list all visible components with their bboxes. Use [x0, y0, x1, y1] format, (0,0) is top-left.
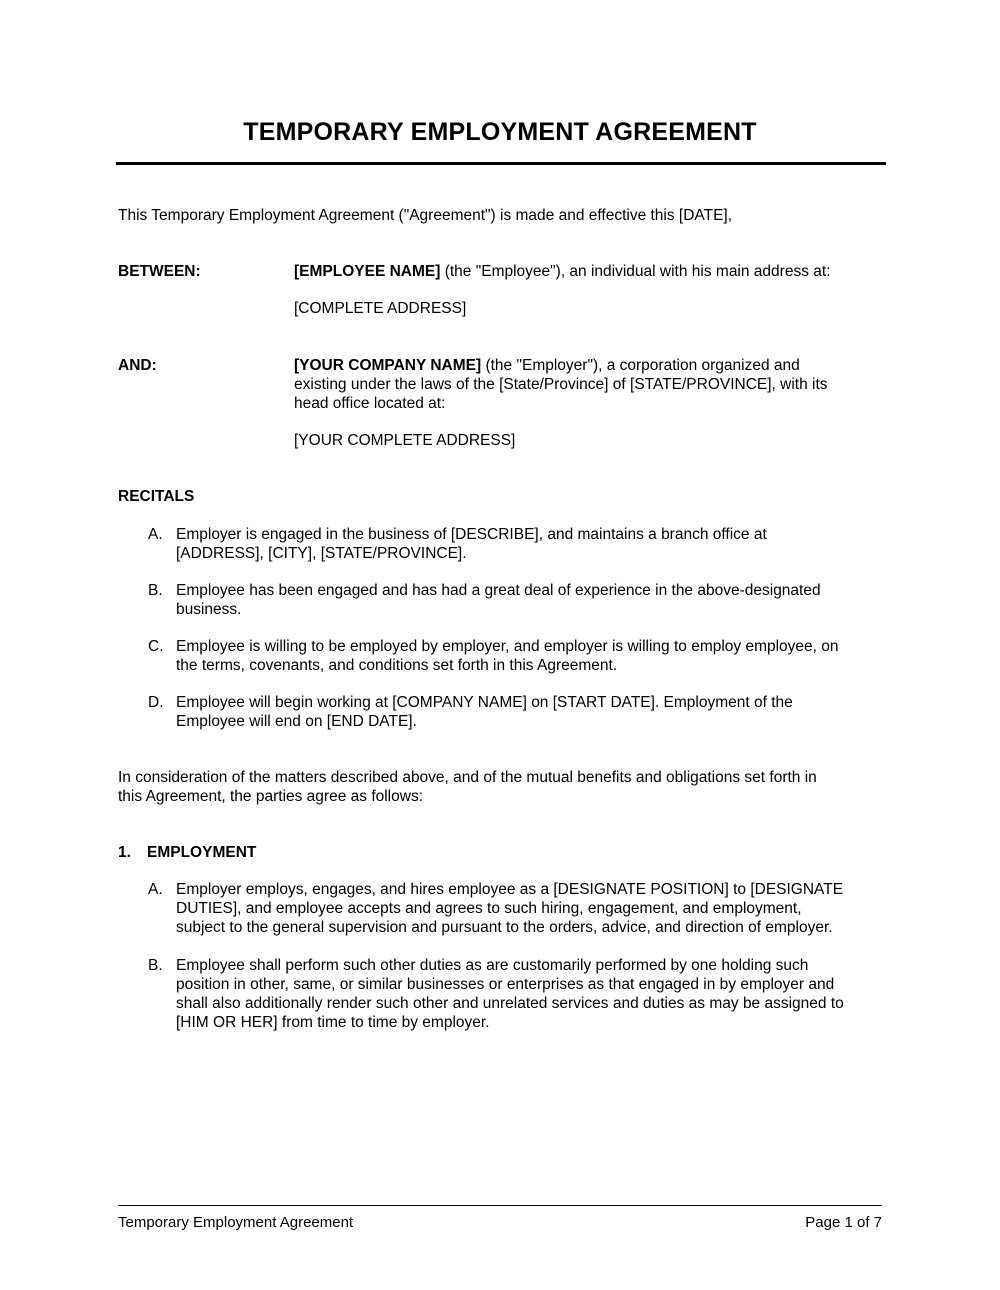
section-1-b-line1: Employee shall perform such other duties as are customarily performed by one holding such [176, 957, 809, 974]
employee-address: [COMPLETE ADDRESS] [294, 300, 467, 317]
section-1-b-letter: B. [148, 957, 163, 974]
section-1-b-line3: shall also additionally render such other and unrelated services and duties as may be assigned to [176, 995, 844, 1012]
title-divider [116, 162, 886, 165]
intro-paragraph: This Temporary Employment Agreement ("Agreement") is made and effective this [DATE], [118, 207, 733, 224]
section-1-b-line2: position in other, same, or similar businesses or enterprises as that engaged in by employer and [176, 976, 835, 993]
employee-name: [EMPLOYEE NAME] [294, 263, 441, 280]
section-1-a-letter: A. [148, 881, 163, 898]
employee-description: (the "Employee"), an individual with his main address at: [440, 263, 831, 280]
footer-title: Temporary Employment Agreement [118, 1214, 354, 1231]
between-label: BETWEEN: [118, 263, 201, 280]
company-address: [YOUR COMPLETE ADDRESS] [294, 432, 516, 449]
recital-d-letter: D. [148, 694, 164, 711]
employer-description-line2: existing under the laws of the [State/Province] of [STATE/PROVINCE], with its [294, 376, 828, 393]
company-name: [YOUR COMPANY NAME] [294, 357, 482, 374]
recital-a-line1: Employer is engaged in the business of [DESCRIBE], and maintains a branch office at [176, 526, 767, 543]
section-1-a-line2: DUTIES], and employee accepts and agrees to such hiring, engagement, and employment, [176, 900, 802, 917]
recitals-heading: RECITALS [118, 488, 195, 505]
section-1-a-line1: Employer employs, engages, and hires employee as a [DESIGNATE POSITION] to [DESIGNATE [176, 881, 844, 898]
recital-c-letter: C. [148, 638, 164, 655]
recital-d-line2: Employee will end on [END DATE]. [176, 713, 417, 730]
consideration-line2: this Agreement, the parties agree as follows: [118, 788, 423, 805]
section-1-heading: EMPLOYMENT [147, 844, 257, 861]
page-number: Page 1 of 7 [805, 1214, 882, 1231]
recital-d-line1: Employee will begin working at [COMPANY NAME] on [START DATE]. Employment of the [176, 694, 793, 711]
employer-description-line3: head office located at: [294, 395, 446, 412]
and-label: AND: [118, 357, 157, 374]
recital-a-letter: A. [148, 526, 163, 543]
recital-b-line1: Employee has been engaged and has had a great deal of experience in the above-designated [176, 582, 821, 599]
footer-divider [118, 1205, 882, 1206]
section-1-b-line4: [HIM OR HER] from time to time by employer. [176, 1014, 490, 1031]
recital-b-letter: B. [148, 582, 163, 599]
and-party [294, 356, 800, 375]
section-1-number: 1. [118, 844, 131, 861]
recital-c-line2: the terms, covenants, and conditions set forth in this Agreement. [176, 657, 618, 674]
section-1-a-line3: subject to the general supervision and pursuant to the orders, advice, and direction of employer. [176, 919, 833, 936]
recital-b-line2: business. [176, 601, 242, 618]
recital-a-line2: [ADDRESS], [CITY], [STATE/PROVINCE]. [176, 545, 467, 562]
between-party [294, 262, 831, 281]
consideration-line1: In consideration of the matters described above, and of the mutual benefits and obligations set forth in [118, 769, 817, 786]
document-title: TEMPORARY EMPLOYMENT AGREEMENT [243, 118, 757, 146]
employer-description-line1: (the "Employer"), a corporation organized and [481, 357, 800, 374]
recital-c-line1: Employee is willing to be employed by employer, and employer is willing to employ employee, on [176, 638, 839, 655]
